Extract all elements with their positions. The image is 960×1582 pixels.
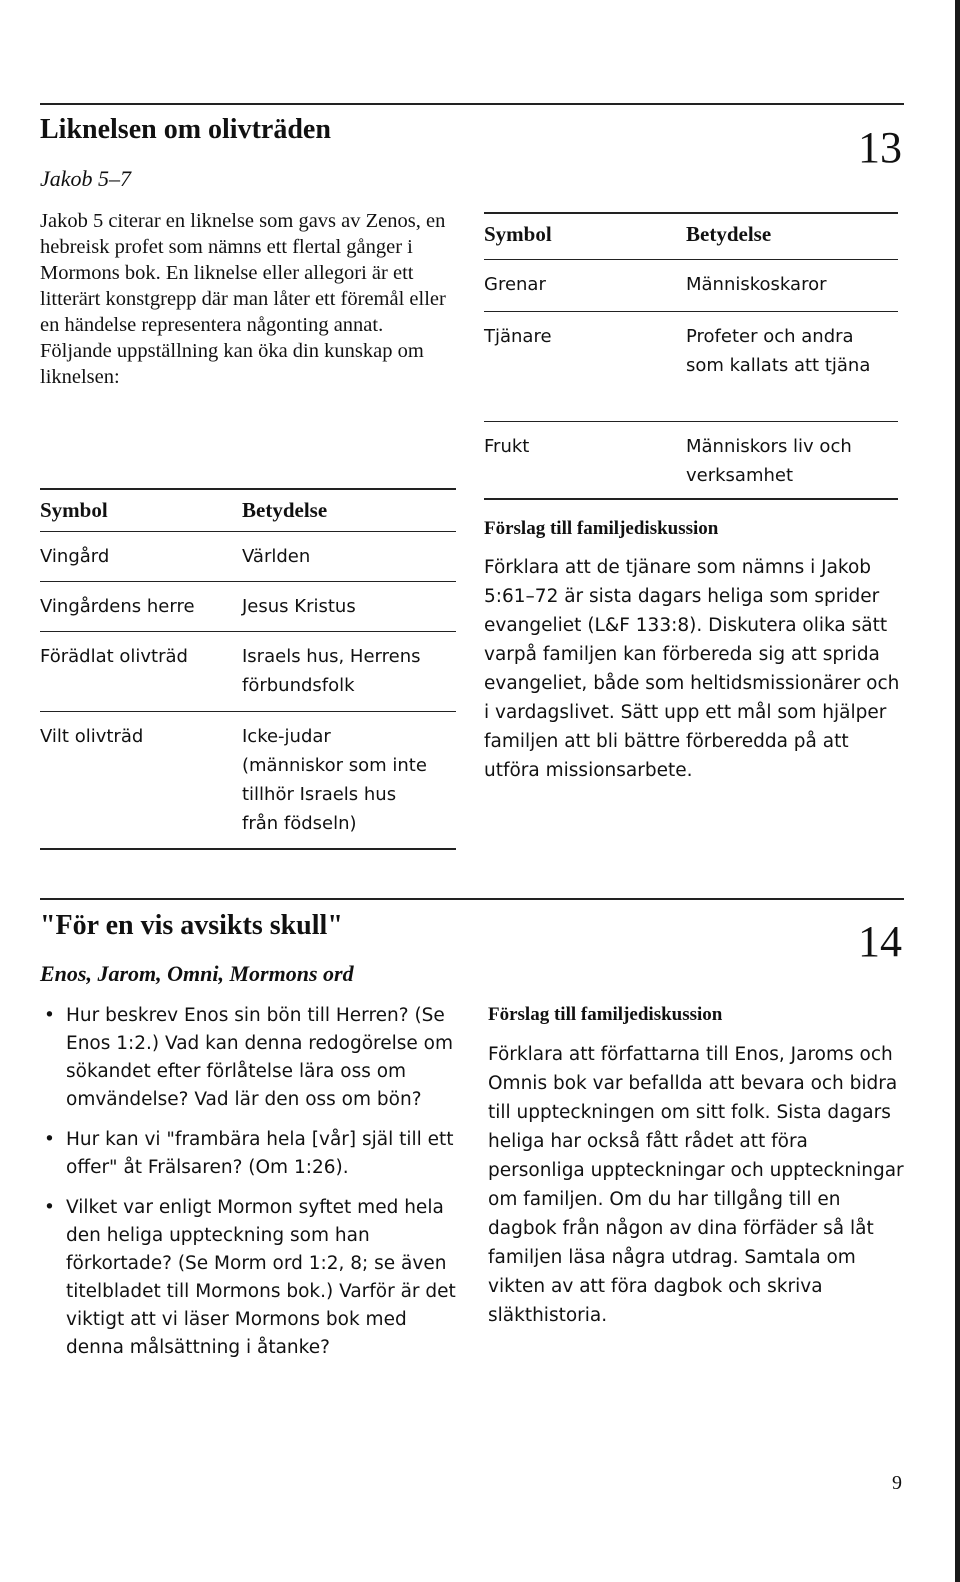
cell-symbol: Vingård: [40, 546, 110, 567]
section-14-title: "För en vis avsikts skull": [40, 910, 343, 941]
table-row: [40, 582, 456, 632]
section-13-reference: Jakob 5–7: [40, 166, 132, 191]
section-14-questions: [40, 1002, 470, 1374]
section-14-family-text: Förklara att författarna till Enos, Jaroms och Omnis bok var befallda att bevara och bidra till uppteckningen om sitt folk. Sista dagars heliga har också fått rådet att föra personliga uppteckningar och uppteckningar om familjen. Om du har tillgång till en dagbok från någon av dina förfäder så låt familjen läsa några utdrag. Samtala om vikten av att föra dagbok och skriva släkthistoria.: [488, 1044, 904, 1326]
header-meaning: Betydelse: [242, 498, 328, 522]
section-13-family-text: Förklara att de tjänare som nämns i Jakob 5:61–72 är sista dagars heliga som sprider evangeliet (L&F 133:8). Diskutera olika sätt varpå familjen kan förbereda sig att sprida evangeliet, både som heltidsmissionärer och i vardagslivet. Sätt upp ett mål som hjälper familjen att bli bättre förberedda på att utföra missionsarbete.: [484, 557, 900, 781]
cell-meaning: Profeter och andra som kallats att tjäna: [686, 326, 871, 376]
table-row: [484, 260, 898, 312]
section-14-number: 14: [858, 917, 902, 966]
list-item: [40, 1002, 470, 1114]
header-symbol: Symbol: [484, 222, 552, 246]
cell-symbol: Tjänare: [484, 326, 552, 347]
section-13-family-title: Förslag till familjediskussion: [484, 518, 719, 539]
section-13-top-rule: [40, 103, 904, 105]
section-13-intro: Jakob 5 citerar en liknelse som gavs av Zenos, en hebreisk profet som nämns ett flertal gånger i Mormons bok. En liknelse eller allegori är ett litterärt konstgrepp där man låter ett föremål eller en händelse representera någonting annat. Följande uppställning kan öka din kunskap om liknelsen:: [40, 210, 446, 388]
table-row: [40, 632, 456, 712]
bullet-icon: •: [44, 1197, 55, 1218]
section-14-reference: Enos, Jarom, Omni, Mormons ord: [40, 961, 354, 986]
list-item: [40, 1194, 470, 1362]
bullet-icon: •: [44, 1005, 55, 1026]
cell-symbol: Grenar: [484, 274, 546, 295]
section-14-top-rule: [40, 898, 904, 900]
table-header: [40, 488, 456, 532]
header-symbol: Symbol: [40, 498, 108, 522]
page-number: 9: [892, 1472, 902, 1494]
section-13-title: Liknelsen om olivträden: [40, 114, 331, 145]
question-text: Hur beskrev Enos sin bön till Herren? (Se Enos 1:2.) Vad kan denna redogörelse om sökandet efter förlåtelse lära oss om omvändelse? Vad lär den oss om bön?: [66, 1005, 453, 1110]
cell-symbol: Vilt olivträd: [40, 726, 144, 747]
question-text: Vilket var enligt Mormon syftet med hela den heliga uppteckning som han förkortade? (Se Morm ord 1:2, 8; se även titelbladet till Mormons bok.) Varför är det viktigt att vi läser Mormons bok med denna målsättning i åtanke?: [66, 1197, 456, 1358]
cell-meaning: Icke-judar (människor som inte tillhör Israels hus från födseln): [242, 726, 427, 834]
cell-meaning: Jesus Kristus: [242, 596, 356, 617]
table-row: [484, 422, 898, 500]
section-13-number: 13: [858, 123, 902, 172]
symbol-table-right: [484, 212, 898, 500]
cell-meaning: Människors liv och verksamhet: [686, 436, 852, 486]
question-text: Hur kan vi "frambära hela [vår] själ till ett offer" åt Frälsaren? (Om 1:26).: [66, 1129, 454, 1178]
table-header: [484, 212, 898, 260]
bullet-icon: •: [44, 1129, 55, 1150]
table-row: [484, 312, 898, 422]
page-edge: [955, 0, 960, 1582]
cell-meaning: Människoskaror: [686, 274, 827, 295]
list-item: [40, 1126, 470, 1182]
cell-symbol: Frukt: [484, 436, 530, 457]
cell-symbol: Vingårdens herre: [40, 596, 195, 617]
cell-meaning: Israels hus, Herrens förbundsfolk: [242, 646, 421, 696]
table-row: [40, 712, 456, 850]
section-14-family-title: Förslag till familjediskussion: [488, 1004, 723, 1025]
cell-meaning: Världen: [242, 546, 311, 567]
table-row: [40, 532, 456, 582]
header-meaning: Betydelse: [686, 222, 772, 246]
cell-symbol: Förädlat olivträd: [40, 646, 188, 667]
symbol-table-left: [40, 488, 456, 850]
